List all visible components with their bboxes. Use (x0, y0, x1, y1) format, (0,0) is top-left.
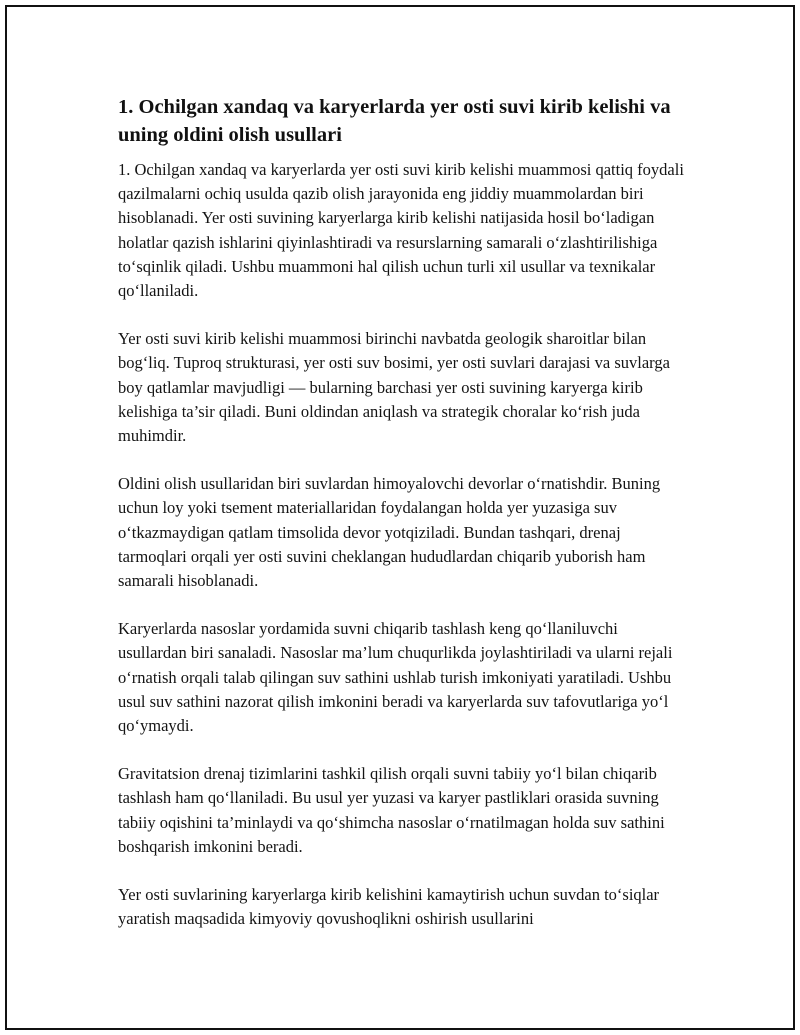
paragraph-1: 1. Ochilgan xandaq va karyerlarda yer osti suvi kirib kelishi muammosi qattiq foydali qazilmalarni ochiq usulda qazib olish jarayonida eng jiddiy muammolardan biri hisoblanadi. Yer osti suvining karyerlarga kirib kelishi natijasida hosil bo‘ladigan holatlar qazish ishlarini qiyinlashtiradi va resurslarning samarali o‘zlashtirilishiga to‘sqinlik qiladi. Ushbu muammoni hal qilish uchun turli xil usullar va texnikalar qo‘llaniladi. (118, 160, 684, 301)
section-heading: 1. Ochilgan xandaq va karyerlarda yer osti suvi kirib kelishi va uning oldini olish usullari (118, 96, 671, 146)
paragraph-2: Yer osti suvi kirib kelishi muammosi birinchi navbatda geologik sharoitlar bilan bog‘liq. Tuproq strukturasi, yer osti suv bosimi, yer osti suvlari darajasi va suvlarga boy qatlamlar mavjudligi — bularning barchasi yer osti suvining karyerga kirib kelishiga ta’sir qiladi. Buni oldindan aniqlash va strategik choralar ko‘rish juda muhimdir. (118, 329, 670, 446)
paragraph-5: Gravitatsion drenaj tizimlarini tashkil qilish orqali suvni tabiiy yo‘l bilan chiqarib tashlash ham qo‘llaniladi. Bu usul yer yuzasi va karyer pastliklari orasida suvning tabiiy oqishini ta’minlaydi va qo‘shimcha nasoslar o‘rnatilmagan holda suv sathini boshqarish imkonini beradi. (118, 764, 665, 856)
paragraph-6: Yer osti suvlarining karyerlarga kirib kelishini kamaytirish uchun suvdan to‘siqlar yaratish maqsadida kimyoviy qovushoqlikni oshirish usullarini (118, 885, 660, 929)
document-body (118, 93, 688, 955)
paragraph-4: Karyerlarda nasoslar yordamida suvni chiqarib tashlash keng qo‘llaniluvchi usullardan biri sanaladi. Nasoslar ma’lum chuqurlikda joylashtiriladi va ularni rejali o‘rnatish orqali talab qilingan suv sathini ushlab turish imkoniyati yaratiladi. Ushbu usul suv sathini nazorat qilish imkonini beradi va karyerlarda suv tafovutlariga yo‘l qo‘ymaydi. (118, 619, 673, 736)
paragraph-3: Oldini olish usullaridan biri suvlardan himoyalovchi devorlar o‘rnatishdir. Buning uchun loy yoki tsement materiallaridan foydalangan holda yer yuzasiga suv o‘tkazmaydigan qatlam timsolida devor yotqiziladi. Bundan tashqari, drenaj tarmoqlari orqali yer osti suvini cheklangan hududlardan chiqarib yuborish ham samarali hisoblanadi. (118, 474, 661, 591)
